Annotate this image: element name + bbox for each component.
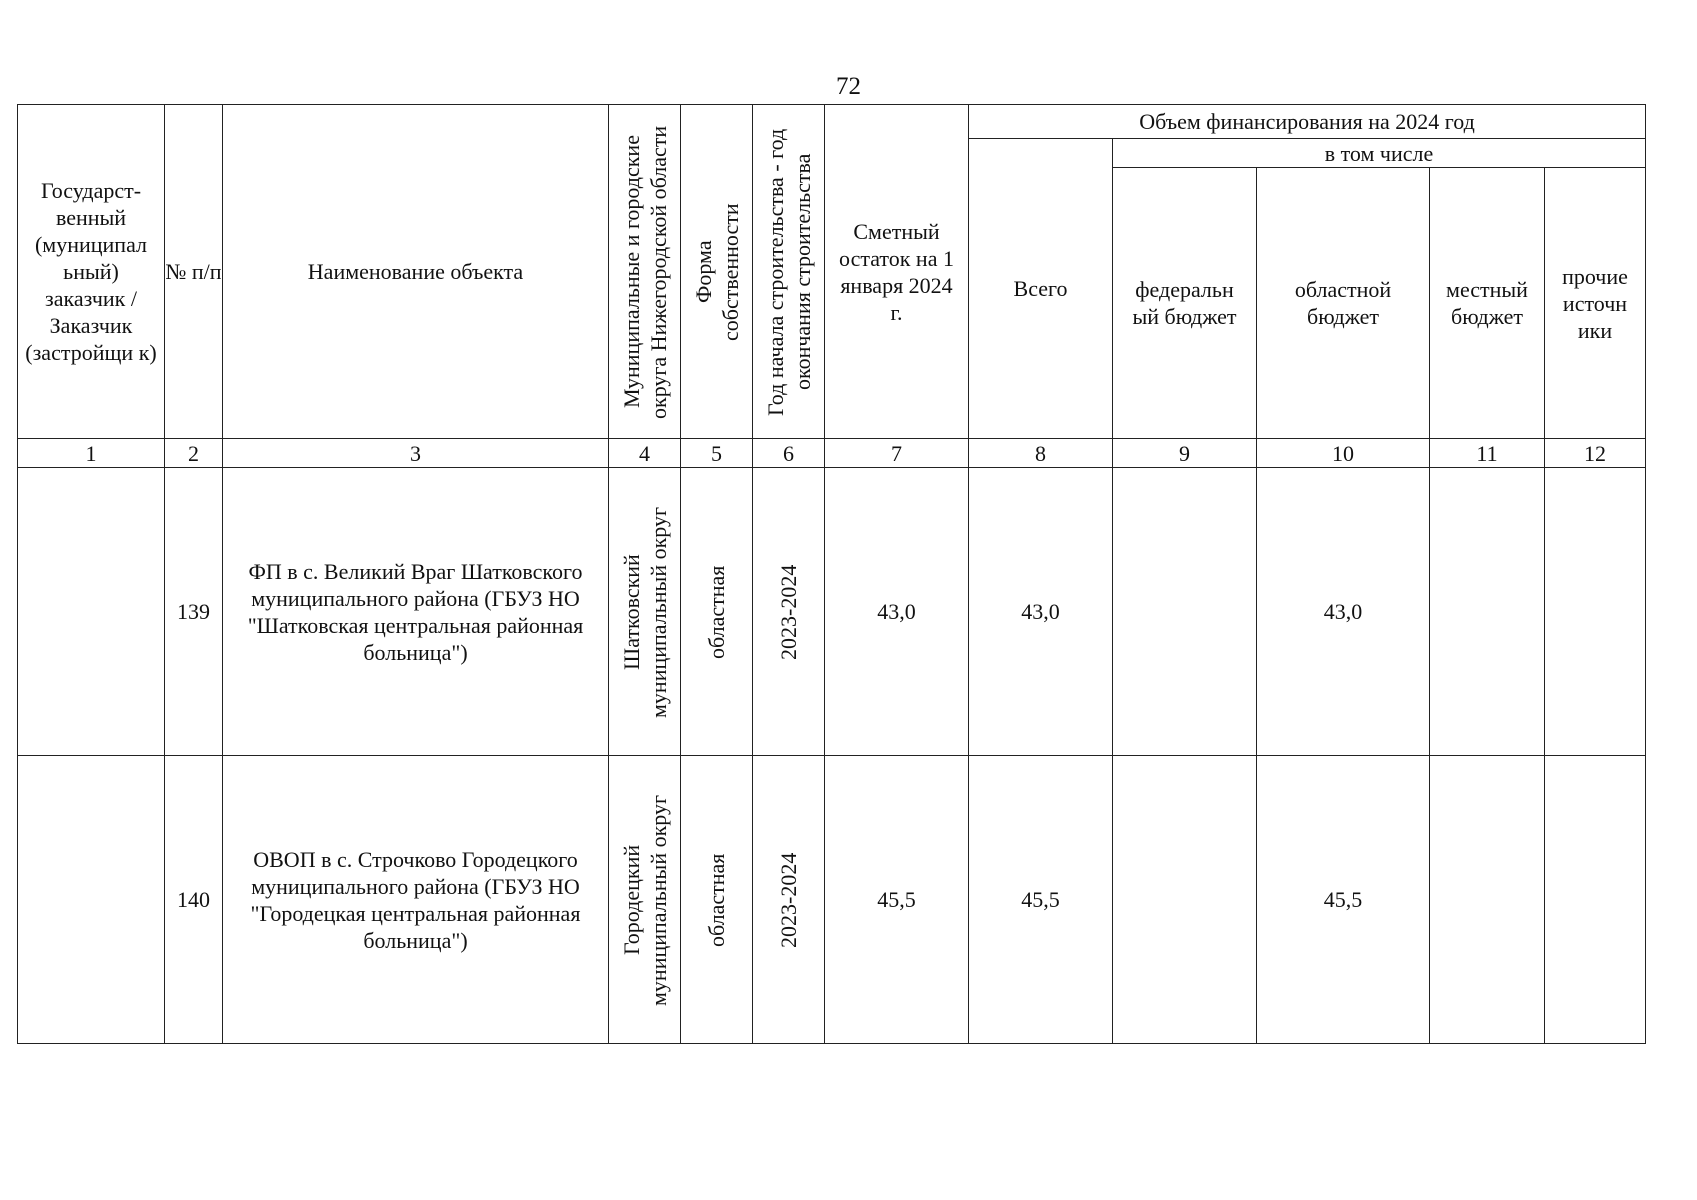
cell-federal (1113, 756, 1257, 1044)
cell-total: 43,0 (969, 468, 1113, 756)
header-federal: федеральн ый бюджет (1113, 168, 1257, 439)
header-total: Всего (969, 139, 1113, 439)
header-ownership (681, 105, 753, 439)
header-years (753, 105, 825, 439)
header-object-name: Наименование объекта (223, 105, 609, 439)
cell-total: 45,5 (969, 756, 1113, 1044)
column-number: 9 (1113, 439, 1257, 468)
table-row (18, 756, 1646, 1044)
cell-municipality-label: Городецкий муниципальный округ (618, 794, 671, 1006)
header-local: местный бюджет (1430, 168, 1545, 439)
cell-years (753, 756, 825, 1044)
cell-customer (18, 756, 165, 1044)
cell-municipality (609, 756, 681, 1044)
header-regional: областной бюджет (1257, 168, 1430, 439)
column-number: 2 (165, 439, 223, 468)
cell-other (1545, 468, 1646, 756)
cell-object-name: ФП в с. Великий Враг Шатковского муниципального района (ГБУЗ НО "Шатковская центральная районная больница") (223, 468, 609, 756)
cell-estimate-balance: 43,0 (825, 468, 969, 756)
cell-municipality (609, 468, 681, 756)
column-number: 11 (1430, 439, 1545, 468)
header-index: № п/п (165, 105, 223, 439)
header-other: прочие источн ики (1545, 168, 1646, 439)
header-municipality (609, 105, 681, 439)
cell-estimate-balance: 45,5 (825, 756, 969, 1044)
cell-ownership (681, 756, 753, 1044)
header-including: в том числе (1113, 139, 1646, 168)
cell-years (753, 468, 825, 756)
header-municipality-label: Муниципальные и городские округа Нижегородской области (618, 124, 671, 419)
column-number: 10 (1257, 439, 1430, 468)
cell-other (1545, 756, 1646, 1044)
cell-ownership-label: областная (704, 852, 729, 947)
cell-municipality-label: Шатковский муниципальный округ (618, 506, 671, 718)
cell-years-label: 2023-2024 (776, 563, 801, 660)
header-estimate-balance: Сметный остаток на 1 января 2024 г. (825, 105, 969, 439)
construction-objects-table (17, 104, 1646, 1044)
cell-ownership-label: областная (704, 564, 729, 659)
column-number: 12 (1545, 439, 1646, 468)
header-ownership-label: Форма собственности (690, 202, 743, 341)
cell-regional: 43,0 (1257, 468, 1430, 756)
cell-index: 140 (165, 756, 223, 1044)
cell-object-name: ОВОП в с. Строчково Городецкого муниципального района (ГБУЗ НО "Городецкая центральная районная больница") (223, 756, 609, 1044)
column-number: 8 (969, 439, 1113, 468)
column-number: 4 (609, 439, 681, 468)
page-number: 72 (836, 73, 861, 100)
column-number: 3 (223, 439, 609, 468)
header-years-label: Год начала строительства - год окончания строительства (762, 127, 815, 416)
header-funding-group: Объем финансирования на 2024 год (969, 105, 1646, 139)
cell-regional: 45,5 (1257, 756, 1430, 1044)
table-row (18, 468, 1646, 756)
column-number: 6 (753, 439, 825, 468)
cell-local (1430, 468, 1545, 756)
cell-federal (1113, 468, 1257, 756)
cell-index: 139 (165, 468, 223, 756)
cell-ownership (681, 468, 753, 756)
cell-years-label: 2023-2024 (776, 851, 801, 948)
cell-local (1430, 756, 1545, 1044)
header-customer: Государст-венный (муниципал ьный) заказчик / Заказчик (застройщи к) (18, 105, 165, 439)
header-row-1 (18, 105, 1646, 139)
column-number: 5 (681, 439, 753, 468)
column-number: 7 (825, 439, 969, 468)
column-number: 1 (18, 439, 165, 468)
cell-customer (18, 468, 165, 756)
column-number-row (18, 439, 1646, 468)
